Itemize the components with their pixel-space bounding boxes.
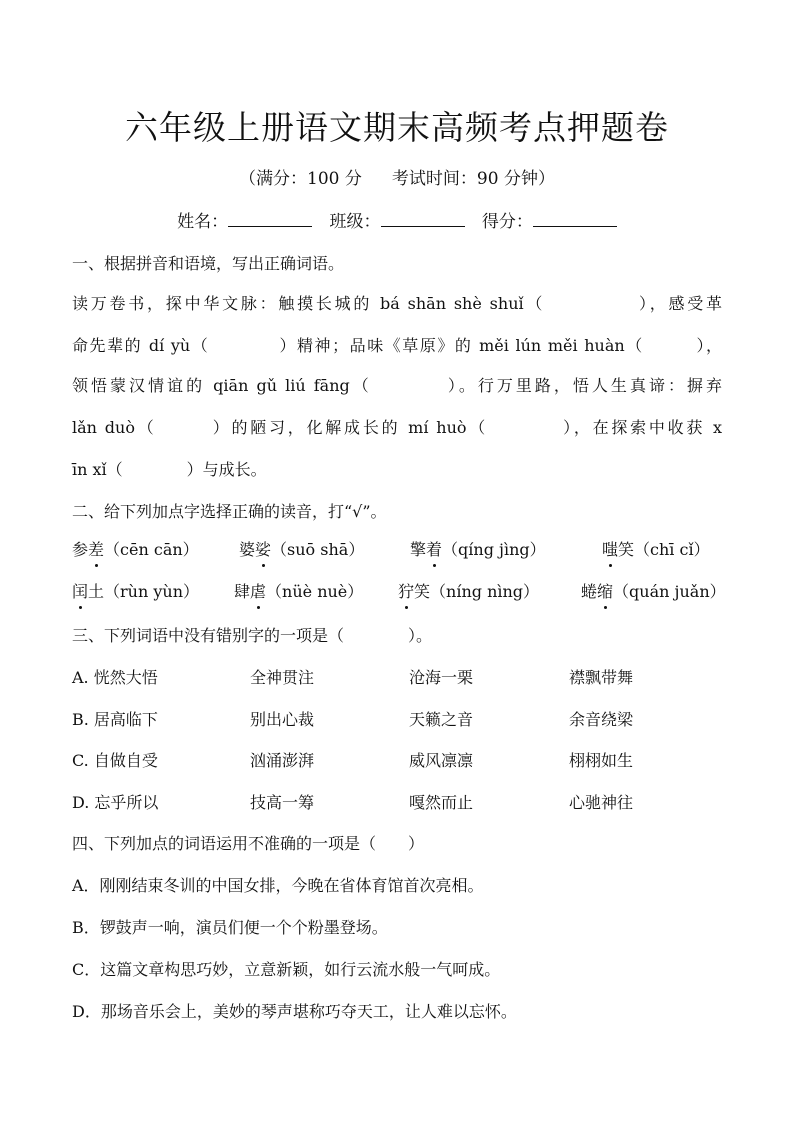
pinyin-choice[interactable]: 狞笑（níng nìng） <box>398 580 539 604</box>
q2-heading: 二、给下列加点字选择正确的读音，打“√”。 <box>72 502 387 521</box>
q4-option-c[interactable]: C．这篇文章构思巧妙，立意新颖，如行云流水般一气呵成。 <box>72 960 501 979</box>
exam-time-text: 考试时间：90 分钟） <box>391 169 555 189</box>
grade-label: 得分： <box>481 212 533 232</box>
q4-heading: 四、下列加点的词语运用不准确的一项是（ ） <box>72 834 425 853</box>
class-label: 班级： <box>329 212 381 232</box>
name-blank[interactable] <box>228 208 312 227</box>
student-info-row <box>72 208 722 235</box>
grade-blank[interactable] <box>533 208 617 227</box>
pinyin-choice[interactable]: 参差（cēn cān） <box>72 538 199 562</box>
q1-line-4: lǎn duò（ ）的陋习，化解成长的 mí huò（ ），在探索中收获 x <box>72 418 722 437</box>
q4-option-d[interactable]: D．那场音乐会上，美妙的琴声堪称巧夺天工，让人难以忘怀。 <box>72 1002 517 1021</box>
q1-line-2: 命先辈的 dí yù（ ）精神；品味《草原》的 měi lún měi huàn（ ）， <box>72 336 722 355</box>
q1-line-5: īn xǐ（ ）与成长。 <box>72 460 267 479</box>
dotted-char: 虐 <box>250 580 266 604</box>
q1-heading: 一、根据拼音和语境，写出正确词语。 <box>72 254 345 273</box>
q1-line-1: 读万卷书，探中华文脉：触摸长城的 bá shān shè shuǐ（ ），感受革 <box>72 294 722 313</box>
page-title: 六年级上册语文期末高频考点押题卷 <box>125 108 669 147</box>
dotted-char: 狞 <box>398 580 414 604</box>
q4-option-b[interactable]: B．锣鼓声一响，演员们便一个个粉墨登场。 <box>72 918 388 937</box>
class-blank[interactable] <box>381 208 465 227</box>
dotted-char: 着 <box>426 538 442 562</box>
full-score-text: （满分：100 分 <box>239 169 362 189</box>
q3-heading: 三、下列词语中没有错别字的一项是（ ）。 <box>72 626 433 645</box>
exam-subtitle <box>72 166 722 192</box>
pinyin-choice[interactable]: 闰土（rùn yùn） <box>72 580 199 604</box>
dotted-char: 娑 <box>255 538 271 562</box>
pinyin-choice[interactable]: 肆虐（nüè nuè） <box>234 580 363 604</box>
dotted-char: 闰 <box>72 580 88 604</box>
pinyin-choice[interactable]: 蜷缩（quán juǎn） <box>581 580 726 604</box>
q1-line-3: 领悟蒙汉情谊的 qiān gǔ liú fāng（ ）。行万里路，悟人生真谛：摒弃 <box>72 376 722 395</box>
dotted-char: 嗤 <box>602 538 618 562</box>
pinyin-choice[interactable]: 婆娑（suō shā） <box>239 538 364 562</box>
name-label: 姓名： <box>177 212 229 232</box>
pinyin-choice[interactable]: 嗤笑（chī cǐ） <box>602 538 710 562</box>
dotted-char: 差 <box>88 538 104 562</box>
q4-option-a[interactable]: A．刚刚结束冬训的中国女排，今晚在省体育馆首次亮相。 <box>72 876 484 895</box>
dotted-char: 缩 <box>597 580 613 604</box>
pinyin-choice[interactable]: 擎着（qíng jìng） <box>410 538 546 562</box>
